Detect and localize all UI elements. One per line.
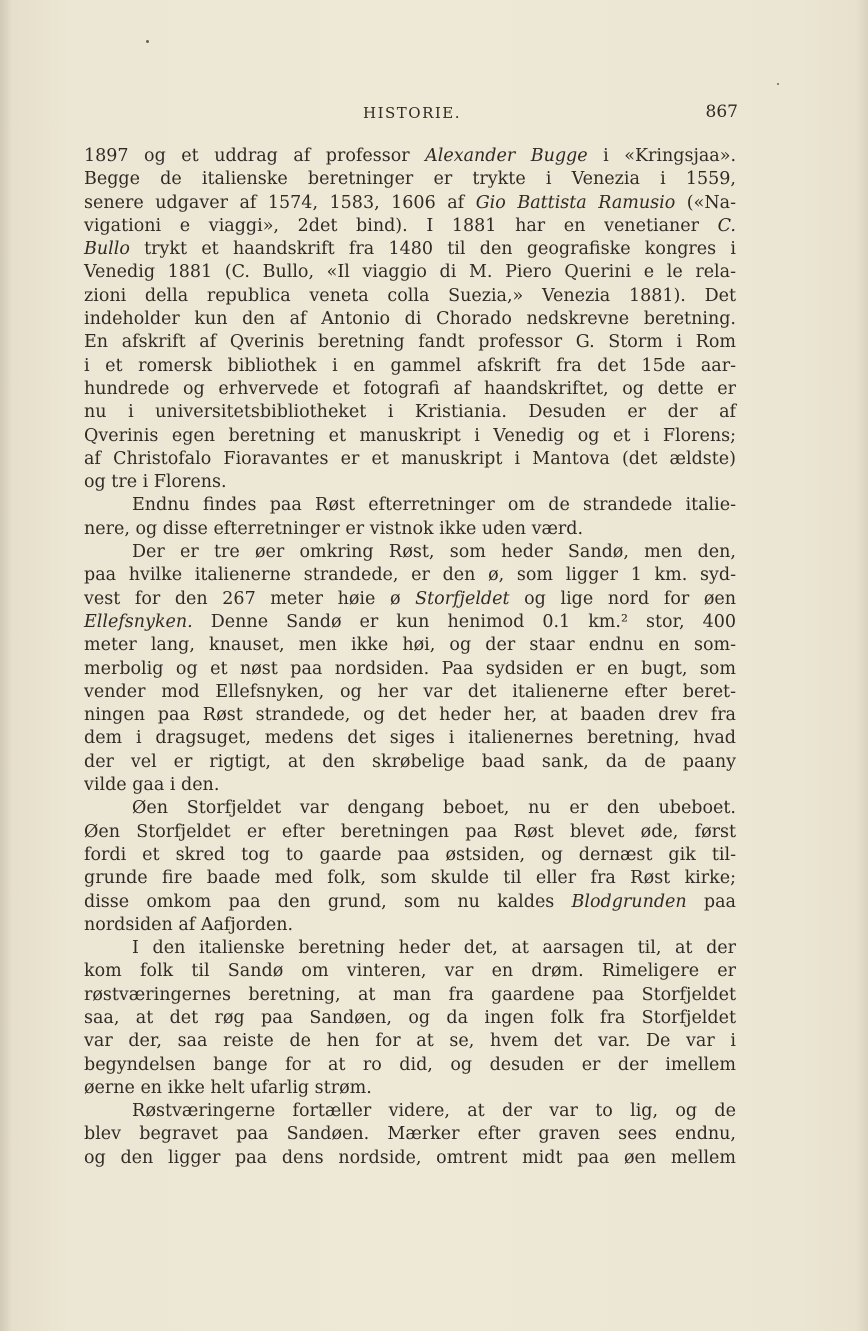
text-segment: hundrede og erhvervede et fotografi af haandskriftet, og dette er [84,378,736,399]
text-line [84,1030,736,1053]
text-segment: fordi et skred tog to gaarde paa østsiden, og dernæst gik til- [84,844,736,865]
italic-text: Blodgrunden [571,891,687,912]
italic-text: Ellefsnyken. [84,611,193,632]
text-segment: trykt et haandskrift fra 1480 til den geografiske kongres i [129,239,736,260]
text-segment: vigationi e viaggi», 2det bind). I 1881 har en venetianer [84,215,718,236]
text-line [84,541,736,564]
text-line [84,285,736,308]
text-line [84,634,736,657]
text-line [84,238,736,261]
text-line [84,308,736,331]
text-line [84,168,736,191]
running-title: HISTORIE. [363,104,462,122]
text-segment: Øen Storfjeldet var dengang beboet, nu er den ubeboet. [132,798,736,819]
text-line [84,1007,736,1030]
italic-text: Gio Battista Ramusio [475,192,676,213]
text-segment: Endnu findes paa Røst efterretninger om de strandede italie- [132,495,736,516]
text-line [84,1077,736,1100]
text-segment: vilde gaa i den. [84,775,220,796]
text-segment: af Christofalo Fioravantes er et manuskript i Mantova (det ældste) [84,448,736,469]
italic-text: Storfjeldet [415,588,510,609]
text-segment: og lige nord for øen [509,588,736,609]
text-segment: dem i dragsuget, medens det siges i italienernes beretning, hvad [84,728,736,749]
text-segment: Venedig 1881 (C. Bullo, «Il viaggio di M. Piero Querini e le rela- [84,262,736,283]
text-line [84,844,736,867]
text-line [84,914,736,937]
text-segment: En afskrift af Qverinis beretning fandt professor G. Storm i Rom [84,332,736,353]
text-line [84,331,736,354]
text-segment: paa [686,891,736,912]
page-header [0,104,868,128]
text-segment: og den ligger paa dens nordside, omtrent midt paa øen mellem [84,1147,736,1168]
text-segment: blev begravet paa Sandøen. Mærker efter graven sees endnu, [84,1124,736,1145]
page-number: 867 [705,102,738,122]
text-line [84,611,736,634]
text-segment: indeholder kun den af Antonio di Chorado nedskrevne beretning. [84,309,736,330]
text-line [84,448,736,471]
right-edge-shadow [856,0,868,1331]
text-line [84,1054,736,1077]
text-line [84,518,736,541]
text-segment: og tre i Florens. [84,472,227,493]
text-segment: nu i universitetsbibliotheket i Kristiania. Desuden er der af [84,402,736,423]
text-segment: øerne en ikke helt ufarlig strøm. [84,1077,372,1098]
text-segment: meter lang, knauset, men ikke høi, og der staar endnu en som- [84,635,736,656]
text-segment: Begge de italienske beretninger er trykte i Venezia i 1559, [84,169,736,190]
text-line [84,215,736,238]
text-line [84,960,736,983]
text-segment: («Na- [675,192,736,213]
text-line [84,494,736,517]
text-line [84,471,736,494]
text-line [84,937,736,960]
text-line [84,1100,736,1123]
text-segment: merbolig og et nøst paa nordsiden. Paa sydsiden er en bugt, som [84,658,736,679]
text-segment: paa hvilke italienerne strandede, er den ø, som ligger 1 km. syd- [84,565,736,586]
text-segment: Røstværingerne fortæller videre, at der var to lig, og de [132,1101,736,1122]
text-line [84,891,736,914]
text-segment: 1897 og et uddrag af professor [84,146,426,166]
text-segment: kom folk til Sandø om vinteren, var en drøm. Rimeligere er [84,961,736,982]
text-line [84,658,736,681]
text-line [84,1147,736,1170]
text-line [84,192,736,215]
text-segment: vender mod Ellefsnyken, og her var det italienerne efter beret- [84,681,736,702]
text-line [84,821,736,844]
text-line [84,401,736,424]
text-segment: i et romersk bibliothek i en gammel afskrift fra det 15de aar- [84,355,736,376]
text-segment: I den italienske beretning heder det, at aarsagen til, at der [132,938,736,959]
text-line [84,751,736,774]
text-segment: der vel er rigtigt, at den skrøbelige baad sank, da de paany [84,751,736,772]
text-line [84,564,736,587]
italic-text: Alexander Bugge [425,146,588,166]
text-segment: zioni della republica veneta colla Suezia,» Venezia 1881). Det [84,285,736,306]
text-segment: nordsiden af Aafjorden. [84,914,294,935]
text-segment: disse omkom paa den grund, som nu kaldes [84,891,572,912]
paper-speck [777,83,779,85]
text-segment: Der er tre øer omkring Røst, som heder Sandø, men den, [132,542,736,563]
paper-speck [146,40,149,43]
text-line [84,797,736,820]
text-line [84,425,736,448]
text-line [84,261,736,284]
text-segment: vest for den 267 meter høie ø [84,588,416,609]
left-edge-shadow [0,0,12,1331]
text-segment: grunde fire baade med folk, som skulde til eller fra Røst kirke; [84,868,736,889]
text-segment: begyndelsen bange for at ro did, og desuden er der imellem [84,1054,736,1075]
text-line [84,774,736,797]
text-segment: Denne Sandø er kun henimod 0.1 km.² stor, 400 [192,611,736,632]
text-line [84,355,736,378]
italic-text: C. [717,215,736,236]
text-segment: saa, at det røg paa Sandøen, og da ingen folk fra Storfjeldet [84,1007,736,1028]
text-line [84,1123,736,1146]
text-segment: Qverinis egen beretning et manuskript i Venedig og et i Florens; [84,425,736,446]
text-segment: røstværingernes beretning, at man fra gaardene paa Storfjeldet [84,984,736,1005]
text-segment: senere udgaver af 1574, 1583, 1606 af [84,192,476,213]
text-line [84,378,736,401]
text-line [84,145,736,168]
text-line [84,984,736,1007]
text-line [84,867,736,890]
body-text [84,145,736,1170]
text-segment: var der, saa reiste de hen for at se, hvem det var. De var i [84,1031,736,1052]
text-segment: i «Kringsjaa». [587,146,737,166]
text-line [84,704,736,727]
text-segment: nere, og disse efterretninger er vistnok ikke uden værd. [84,518,584,539]
text-line [84,588,736,611]
text-segment: ningen paa Røst strandede, og det heder her, at baaden drev fra [84,705,736,726]
text-line [84,681,736,704]
italic-text: Bullo [84,239,130,260]
text-segment: Øen Storfjeldet er efter beretningen paa Røst blevet øde, først [84,821,736,842]
text-line [84,727,736,750]
